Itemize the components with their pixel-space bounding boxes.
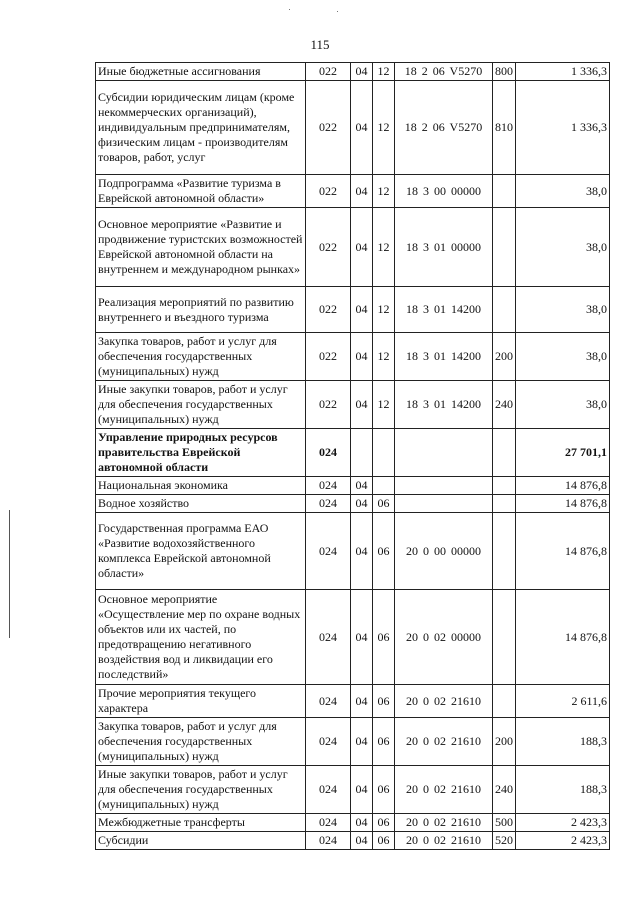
row-subsection-code: 06 — [373, 590, 395, 685]
row-expense-type: 240 — [493, 766, 516, 814]
row-subsection-code: 12 — [373, 175, 395, 208]
row-name: Прочие мероприятия текущего характера — [96, 685, 306, 718]
row-target-article — [395, 477, 493, 495]
row-section-code: 04 — [351, 477, 373, 495]
row-name: Реализация мероприятий по развитию внутреннего и въездного туризма — [96, 287, 306, 333]
row-ved-code: 022 — [306, 333, 351, 381]
row-name: Иные бюджетные ассигнования — [96, 63, 306, 81]
row-name: Национальная экономика — [96, 477, 306, 495]
row-name: Подпрограмма «Развитие туризма в Еврейской автономной области» — [96, 175, 306, 208]
row-name: Иные закупки товаров, работ и услуг для обеспечения государственных (муниципальных) нужд — [96, 381, 306, 429]
scan-speck — [337, 11, 338, 12]
row-target-article: 20 0 02 21610 — [395, 718, 493, 766]
page-number: 115 — [310, 37, 330, 52]
row-subsection-code — [373, 477, 395, 495]
row-subsection-code: 06 — [373, 766, 395, 814]
table-row — [96, 718, 610, 766]
table-row — [96, 477, 610, 495]
row-target-article: 20 0 02 21610 — [395, 766, 493, 814]
table-row — [96, 495, 610, 513]
row-subsection-code: 06 — [373, 495, 395, 513]
row-name: Субсидии — [96, 832, 306, 850]
row-name: Основное мероприятие «Развитие и продвижение туристских возможностей Еврейской автономной области на внутреннем и международном рынках» — [96, 208, 306, 287]
row-expense-type: 520 — [493, 832, 516, 850]
row-amount: 188,3 — [516, 718, 610, 766]
row-ved-code: 024 — [306, 718, 351, 766]
row-target-article — [395, 429, 493, 477]
row-name: Субсидии юридическим лицам (кроме некоммерческих организаций), индивидуальным предпринимателям, физическим лицам - производителям товаров, работ, услуг — [96, 81, 306, 175]
row-target-article: 20 0 02 21610 — [395, 685, 493, 718]
row-expense-type — [493, 590, 516, 685]
row-section-code: 04 — [351, 333, 373, 381]
row-amount: 38,0 — [516, 287, 610, 333]
row-subsection-code: 06 — [373, 513, 395, 590]
row-ved-code: 024 — [306, 513, 351, 590]
row-subsection-code: 12 — [373, 63, 395, 81]
row-name: Закупка товаров, работ и услуг для обеспечения государственных (муниципальных) нужд — [96, 718, 306, 766]
row-name: Закупка товаров, работ и услуг для обеспечения государственных (муниципальных) нужд — [96, 333, 306, 381]
row-subsection-code: 06 — [373, 814, 395, 832]
table-row — [96, 513, 610, 590]
row-name: Иные закупки товаров, работ и услуг для обеспечения государственных (муниципальных) нужд — [96, 766, 306, 814]
row-ved-code: 022 — [306, 208, 351, 287]
row-expense-type: 200 — [493, 333, 516, 381]
row-section-code: 04 — [351, 287, 373, 333]
row-amount: 14 876,8 — [516, 590, 610, 685]
table-row — [96, 63, 610, 81]
row-section-code: 04 — [351, 81, 373, 175]
row-section-code: 04 — [351, 513, 373, 590]
table-row — [96, 590, 610, 685]
budget-table-body — [96, 63, 610, 850]
row-target-article — [395, 495, 493, 513]
row-expense-type: 810 — [493, 81, 516, 175]
row-section-code: 04 — [351, 814, 373, 832]
row-ved-code: 022 — [306, 81, 351, 175]
row-target-article: 18 2 06 V5270 — [395, 63, 493, 81]
row-target-article: 18 3 01 14200 — [395, 287, 493, 333]
row-ved-code: 024 — [306, 495, 351, 513]
row-amount: 27 701,1 — [516, 429, 610, 477]
row-section-code: 04 — [351, 495, 373, 513]
row-amount: 188,3 — [516, 766, 610, 814]
row-expense-type — [493, 495, 516, 513]
budget-table — [95, 62, 610, 850]
row-subsection-code: 06 — [373, 832, 395, 850]
row-amount: 14 876,8 — [516, 513, 610, 590]
row-target-article: 18 3 00 00000 — [395, 175, 493, 208]
row-name: Управление природных ресурсов правительства Еврейской автономной области — [96, 429, 306, 477]
row-section-code: 04 — [351, 175, 373, 208]
row-ved-code: 024 — [306, 814, 351, 832]
row-expense-type: 800 — [493, 63, 516, 81]
table-row — [96, 333, 610, 381]
row-ved-code: 024 — [306, 766, 351, 814]
row-subsection-code: 06 — [373, 718, 395, 766]
row-expense-type — [493, 175, 516, 208]
row-amount: 38,0 — [516, 381, 610, 429]
row-subsection-code: 12 — [373, 333, 395, 381]
row-subsection-code: 12 — [373, 81, 395, 175]
scan-speck — [289, 9, 290, 10]
row-target-article: 20 0 02 21610 — [395, 814, 493, 832]
row-section-code: 04 — [351, 766, 373, 814]
scan-margin-line — [9, 510, 10, 638]
row-ved-code: 024 — [306, 477, 351, 495]
row-expense-type — [493, 685, 516, 718]
row-amount: 14 876,8 — [516, 495, 610, 513]
row-expense-type — [493, 429, 516, 477]
row-target-article: 20 0 02 00000 — [395, 590, 493, 685]
row-section-code: 04 — [351, 718, 373, 766]
table-row — [96, 429, 610, 477]
row-amount: 38,0 — [516, 175, 610, 208]
table-row — [96, 766, 610, 814]
row-ved-code: 022 — [306, 381, 351, 429]
row-ved-code: 024 — [306, 590, 351, 685]
table-row — [96, 287, 610, 333]
table-row — [96, 175, 610, 208]
row-amount: 2 611,6 — [516, 685, 610, 718]
row-ved-code: 022 — [306, 287, 351, 333]
row-target-article: 20 0 02 21610 — [395, 832, 493, 850]
row-section-code: 04 — [351, 63, 373, 81]
row-section-code: 04 — [351, 832, 373, 850]
row-amount: 38,0 — [516, 333, 610, 381]
row-expense-type: 240 — [493, 381, 516, 429]
row-ved-code: 022 — [306, 175, 351, 208]
row-amount: 14 876,8 — [516, 477, 610, 495]
table-row — [96, 81, 610, 175]
row-amount: 1 336,3 — [516, 63, 610, 81]
row-ved-code: 024 — [306, 685, 351, 718]
row-amount: 38,0 — [516, 208, 610, 287]
row-ved-code: 024 — [306, 429, 351, 477]
row-target-article: 18 3 01 00000 — [395, 208, 493, 287]
table-row — [96, 832, 610, 850]
row-expense-type: 500 — [493, 814, 516, 832]
row-name: Государственная программа ЕАО «Развитие водохозяйственного комплекса Еврейской автономной области» — [96, 513, 306, 590]
row-section-code: 04 — [351, 381, 373, 429]
row-name: Основное мероприятие «Осуществление мер по охране водных объектов или их частей, по предотвращению негативного воздействия вод и ликвидации его последствий» — [96, 590, 306, 685]
row-name: Межбюджетные трансферты — [96, 814, 306, 832]
table-row — [96, 685, 610, 718]
row-subsection-code: 12 — [373, 208, 395, 287]
row-ved-code: 022 — [306, 63, 351, 81]
table-row — [96, 208, 610, 287]
table-row — [96, 381, 610, 429]
row-section-code: 04 — [351, 208, 373, 287]
row-section-code: 04 — [351, 685, 373, 718]
row-expense-type — [493, 513, 516, 590]
row-section-code: 04 — [351, 590, 373, 685]
row-ved-code: 024 — [306, 832, 351, 850]
row-amount: 1 336,3 — [516, 81, 610, 175]
row-target-article: 20 0 00 00000 — [395, 513, 493, 590]
row-amount: 2 423,3 — [516, 814, 610, 832]
row-subsection-code: 06 — [373, 685, 395, 718]
row-amount: 2 423,3 — [516, 832, 610, 850]
table-row — [96, 814, 610, 832]
row-target-article: 18 2 06 V5270 — [395, 81, 493, 175]
row-expense-type — [493, 208, 516, 287]
row-expense-type — [493, 287, 516, 333]
row-target-article: 18 3 01 14200 — [395, 333, 493, 381]
row-subsection-code: 12 — [373, 381, 395, 429]
row-expense-type — [493, 477, 516, 495]
row-target-article: 18 3 01 14200 — [395, 381, 493, 429]
row-name: Водное хозяйство — [96, 495, 306, 513]
row-section-code — [351, 429, 373, 477]
row-subsection-code — [373, 429, 395, 477]
row-subsection-code: 12 — [373, 287, 395, 333]
row-expense-type: 200 — [493, 718, 516, 766]
